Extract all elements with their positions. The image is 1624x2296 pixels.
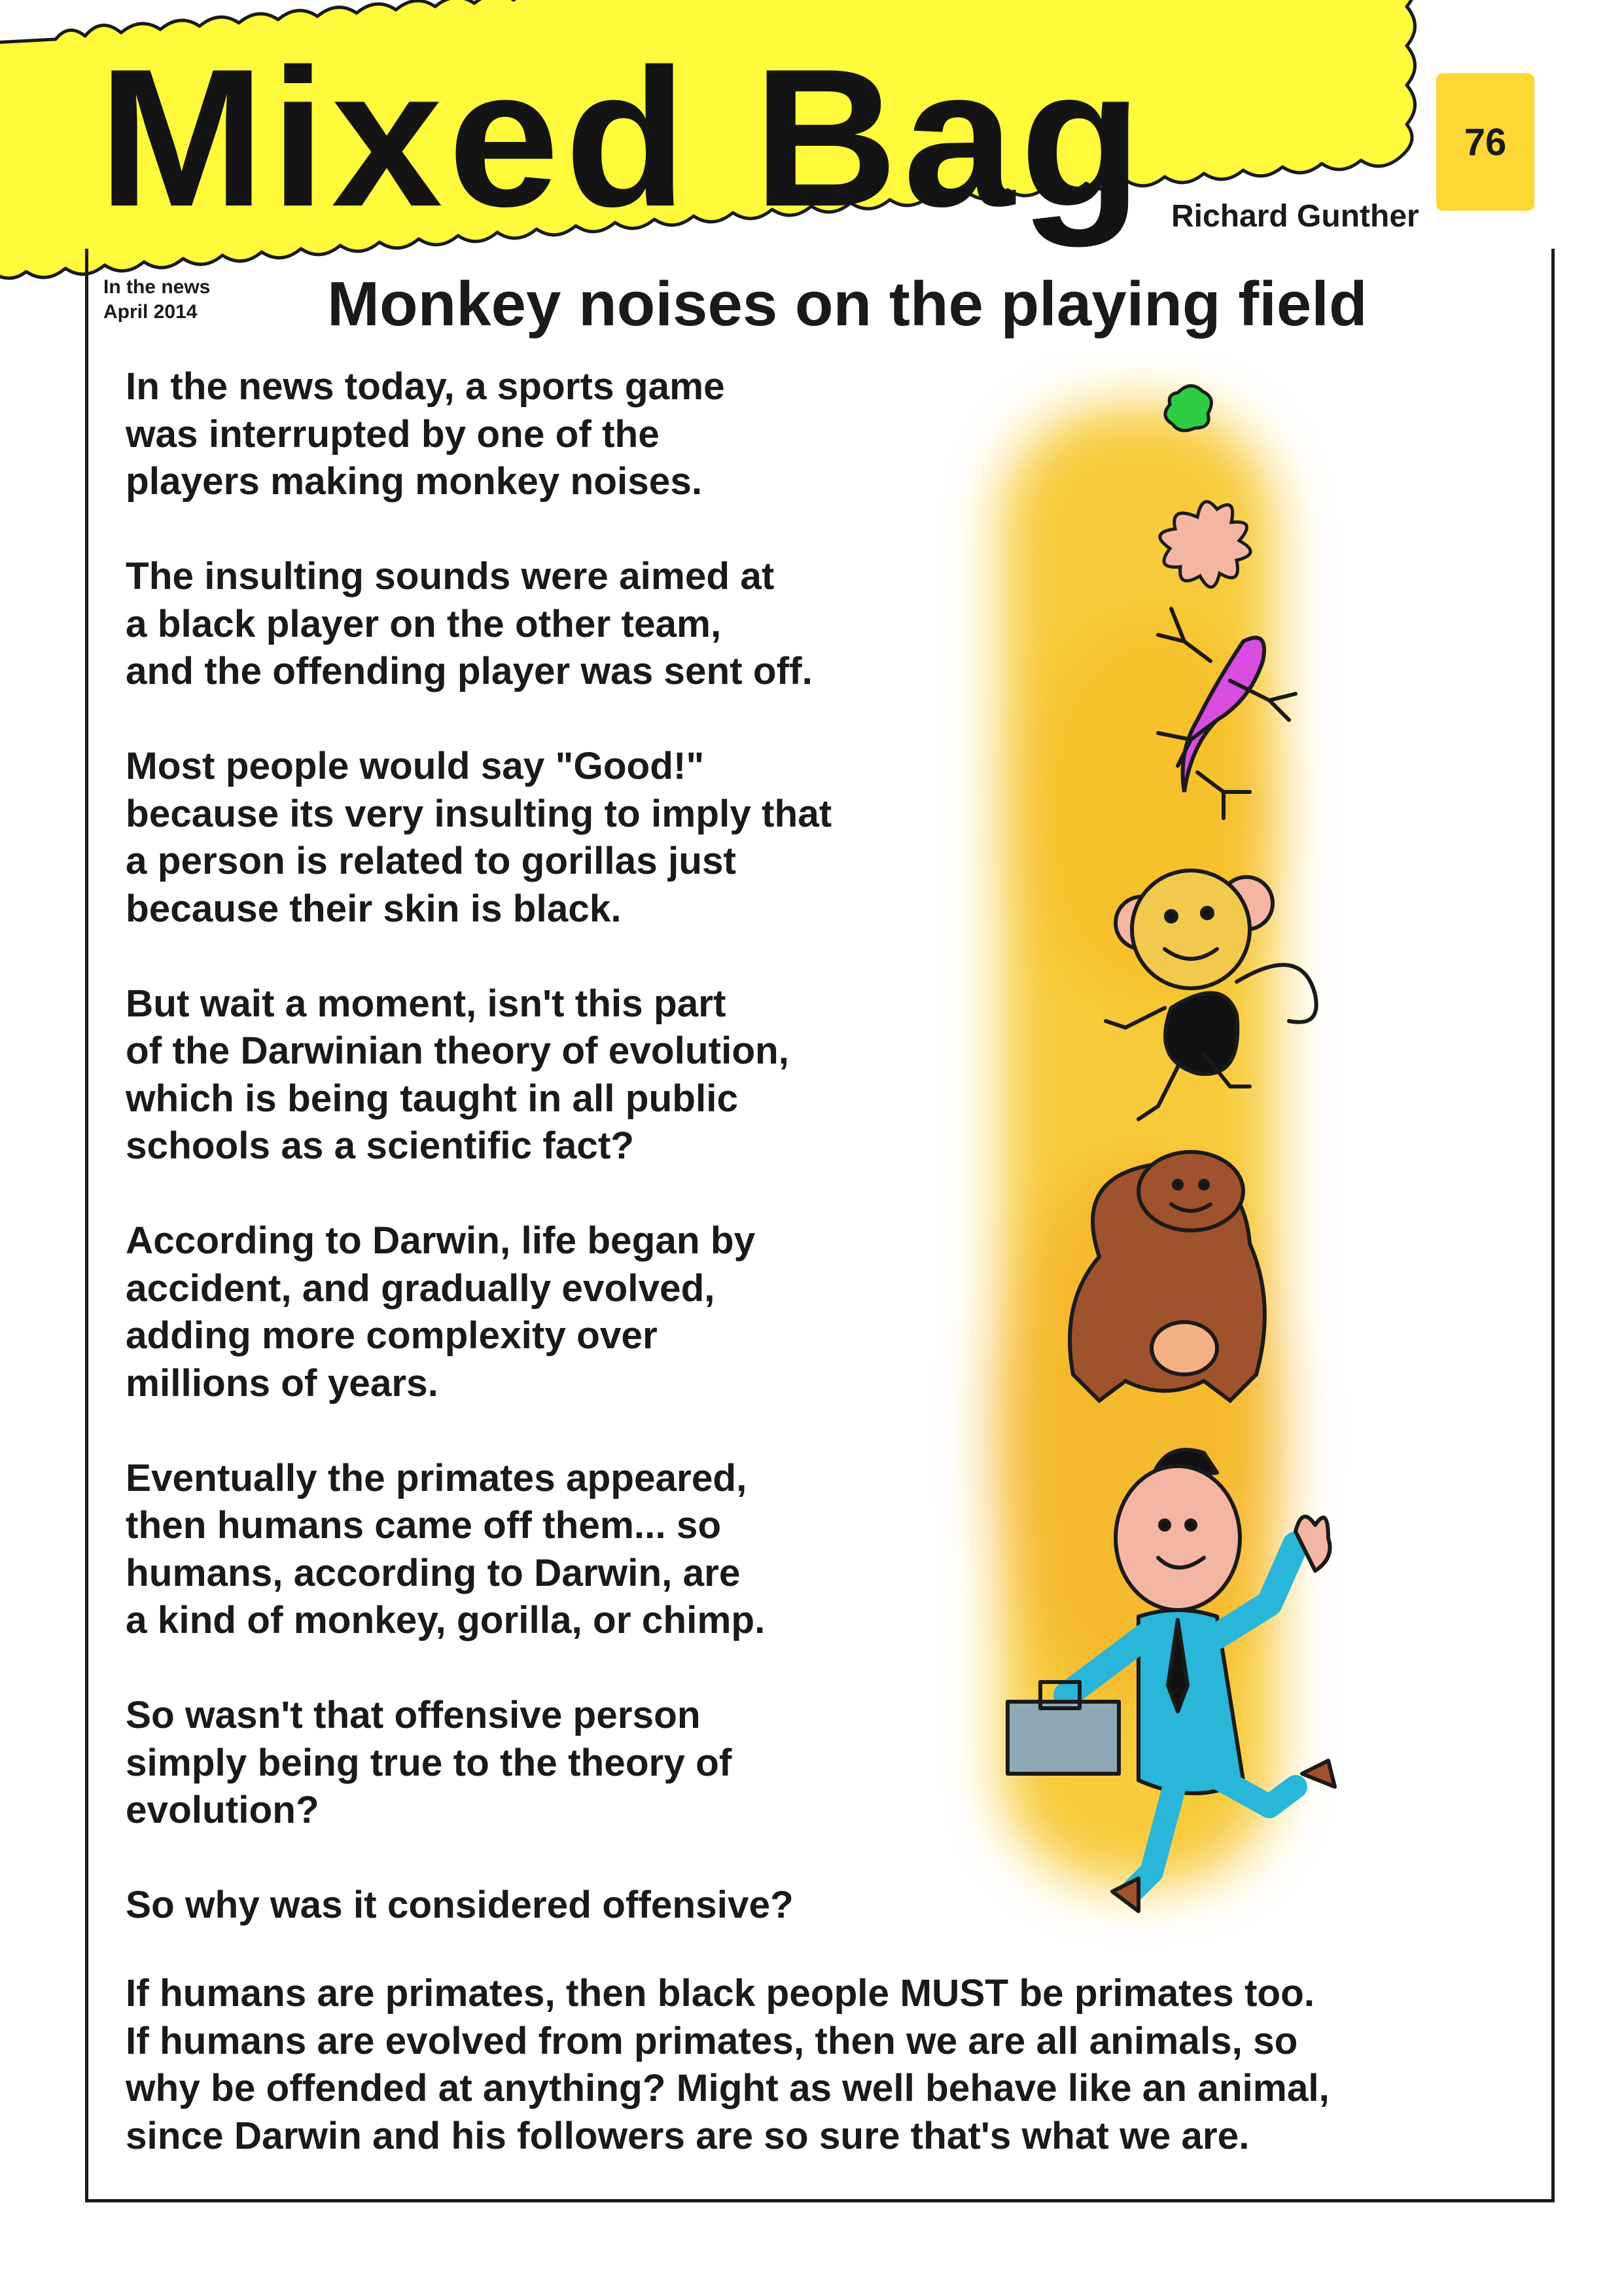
paragraph: So why was it considered offensive? (126, 1884, 794, 1926)
green-blob-icon (1165, 386, 1212, 430)
paragraph: The insulting sounds were aimed at a black player on the other team, and the offending player was sent off. (126, 555, 813, 692)
masthead-title: Mixed Bag (98, 27, 1148, 247)
evolution-illustration (903, 353, 1400, 1950)
author-name: Richard Gunther (1171, 199, 1419, 234)
dateline-label: In the news (103, 276, 211, 298)
paragraph: But wait a moment, isn't this part of the Darwinian theory of evolution, which is being taught in all public schools as a scientific fact? (126, 982, 790, 1167)
dateline (103, 275, 210, 325)
paragraph: So wasn't that offensive person simply being true to the theory of evolution? (126, 1694, 732, 1831)
paragraph: In the news today, a sports game was interrupted by one of the players making monkey noises. (126, 365, 725, 503)
closing-paragraph: If humans are primates, then black people MUST be primates too. If humans are evolved from primates, then we are all animals, so why be offended at anything? Might as well behave like an animal, since Darwin and his followers are so sure that's what we are. (126, 1972, 1330, 2157)
article-headline: Monkey noises on the playing field (327, 269, 1368, 339)
dateline-date: April 2014 (103, 301, 198, 323)
article-body (126, 363, 976, 1977)
issue-number-badge: 76 (1436, 73, 1534, 211)
paragraph: Eventually the primates appeared, then humans came off them... so humans, according to Darwin, are a kind of monkey, gorilla, or chimp. (126, 1456, 766, 1641)
paragraph: Most people would say "Good!" because its very insulting to imply that a person is related to gorillas just because their skin is black. (126, 745, 832, 930)
paragraph: According to Darwin, life began by accident, and gradually evolved, adding more complexity over millions of years. (126, 1219, 756, 1405)
